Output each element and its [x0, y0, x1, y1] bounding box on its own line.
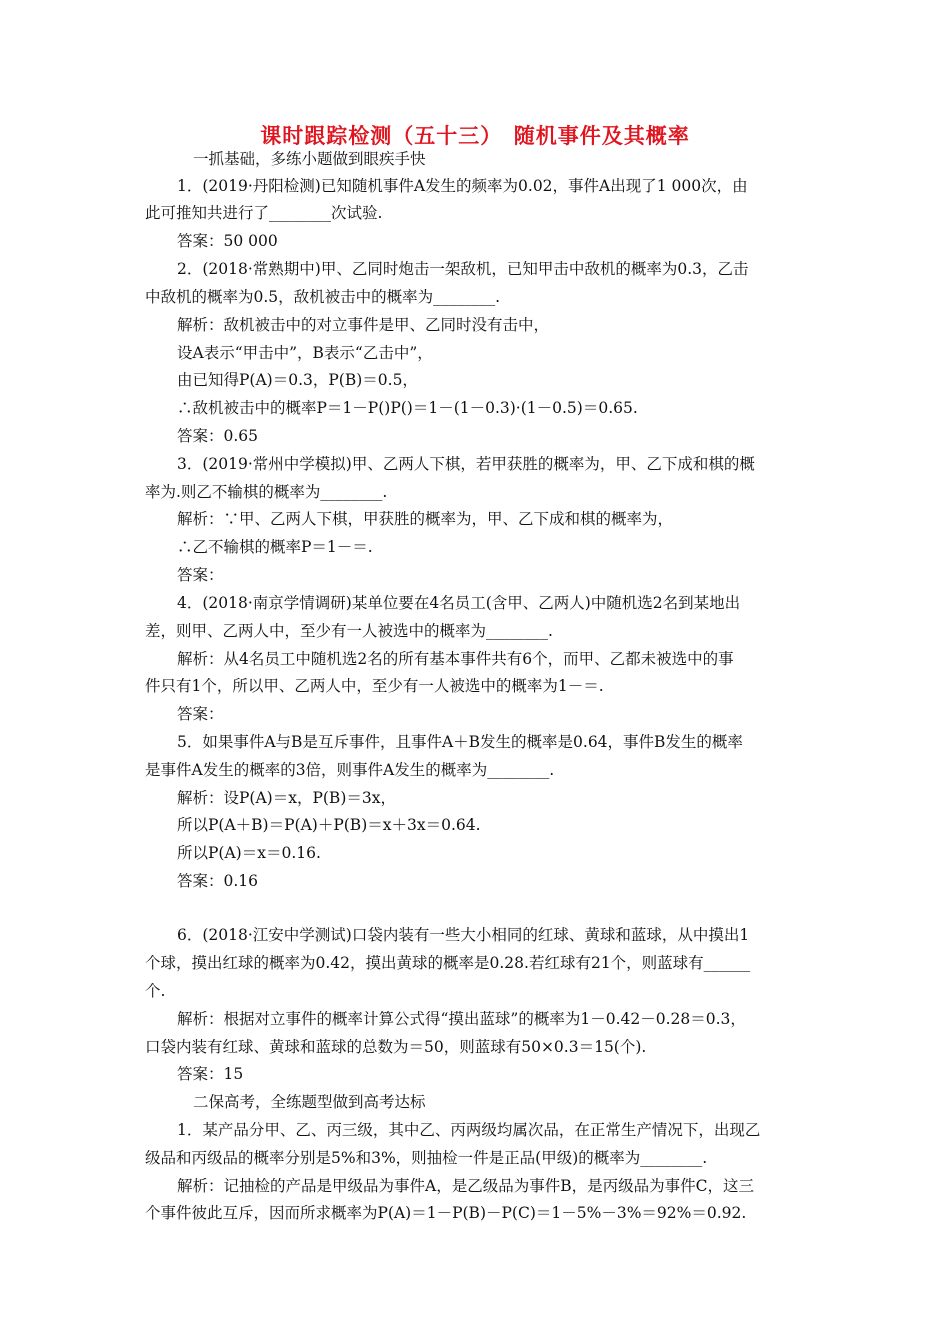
text-line: 答案：50 000 — [177, 232, 278, 250]
text-line: 解析：∵甲、乙两人下棋，甲获胜的概率为，甲、乙下成和棋的概率为， — [177, 510, 674, 528]
text-line: 此可推知共进行了________次试验. — [145, 204, 383, 222]
text-line: 级品和丙级品的概率分别是5%和3%，则抽检一件是正品(甲级)的概率为________. — [145, 1149, 708, 1167]
text-line: ∴乙不输棋的概率P＝1－＝. — [177, 538, 373, 556]
text-line: 由已知得P(A)＝0.3，P(B)＝0.5， — [177, 371, 418, 389]
page-title: 课时跟踪检测（五十三） 随机事件及其概率 — [260, 124, 690, 148]
text-line: 个事件彼此互斥，因而所求概率为P(A)＝1－P(B)－P(C)＝1－5%－3%＝92%＝0.92. — [145, 1204, 747, 1222]
text-line: 解析：敌机被击中的对立事件是甲、乙同时没有击中， — [177, 316, 550, 334]
text-line: 6．(2018·江安中学测试)口袋内装有一些大小相同的红球、黄球和蓝球，从中摸出1 — [177, 926, 750, 944]
text-line: ∴敌机被击中的概率P＝1－P()P()＝1－(1－0.3)·(1－0.5)＝0.65. — [177, 399, 638, 417]
text-line: 是事件A发生的概率的3倍，则事件A发生的概率为________. — [145, 761, 555, 779]
text-line: 差，则甲、乙两人中，至少有一人被选中的概率为________. — [145, 622, 553, 640]
text-line: 口袋内装有红球、黄球和蓝球的总数为＝50，则蓝球有50×0.3＝15(个). — [145, 1038, 647, 1056]
text-line: 答案： — [177, 705, 224, 723]
text-line: 解析：从4名员工中随机选2名的所有基本事件共有6个，而甲、乙都未被选中的事 — [177, 650, 734, 668]
text-line: 解析：设P(A)＝x，P(B)＝3x， — [177, 789, 396, 807]
text-line: 4．(2018·南京学情调研)某单位要在4名员工(含甲、乙两人)中随机选2名到某地出 — [177, 594, 741, 612]
text-line: 2．(2018·常熟期中)甲、乙同时炮击一架敌机，已知甲击中敌机的概率为0.3，乙击 — [177, 260, 749, 278]
text-line: 率为.则乙不输棋的概率为________. — [145, 483, 388, 501]
text-line: 件只有1个，所以甲、乙两人中，至少有一人被选中的概率为1－＝. — [145, 677, 604, 695]
text-line: 个球，摸出红球的概率为0.42，摸出黄球的概率是0.28.若红球有21个，则蓝球有______ — [145, 954, 751, 972]
text-line: 所以P(A)＝x＝0.16. — [177, 844, 321, 862]
text-line: 设A表示“甲击中”，B表示“乙击中”， — [177, 344, 433, 362]
text-line: 解析：根据对立事件的概率计算公式得“摸出蓝球”的概率为1－0.42－0.28＝0.3， — [177, 1010, 746, 1028]
text-line: 中敌机的概率为0.5，敌机被击中的概率为________. — [145, 288, 501, 306]
text-line: 答案：0.65 — [177, 427, 259, 445]
text-line: 所以P(A＋B)＝P(A)＋P(B)＝x＋3x＝0.64. — [177, 816, 481, 834]
text-line: 答案：0.16 — [177, 872, 259, 890]
text-line: 5．如果事件A与B是互斥事件，且事件A＋B发生的概率是0.64，事件B发生的概率 — [177, 733, 743, 751]
text-line: 1．某产品分甲、乙、丙三级，其中乙、丙两级均属次品，在正常生产情况下，出现乙 — [177, 1121, 761, 1139]
text-line: 答案：15 — [177, 1065, 244, 1083]
text-line: 个. — [145, 982, 166, 1000]
section-heading: 二保高考，全练题型做到高考达标 — [193, 1093, 426, 1111]
text-line: 3．(2019·常州中学模拟)甲、乙两人下棋，若甲获胜的概率为，甲、乙下成和棋的概 — [177, 455, 755, 473]
text-line: 解析：记抽检的产品是甲级品为事件A，是乙级品为事件B，是丙级品为事件C，这三 — [177, 1177, 754, 1195]
text-line: 答案： — [177, 566, 224, 584]
text-line: 1．(2019·丹阳检测)已知随机事件A发生的频率为0.02，事件A出现了1 000次，由 — [177, 177, 748, 195]
section-heading: 一抓基础，多练小题做到眼疾手快 — [193, 150, 426, 168]
